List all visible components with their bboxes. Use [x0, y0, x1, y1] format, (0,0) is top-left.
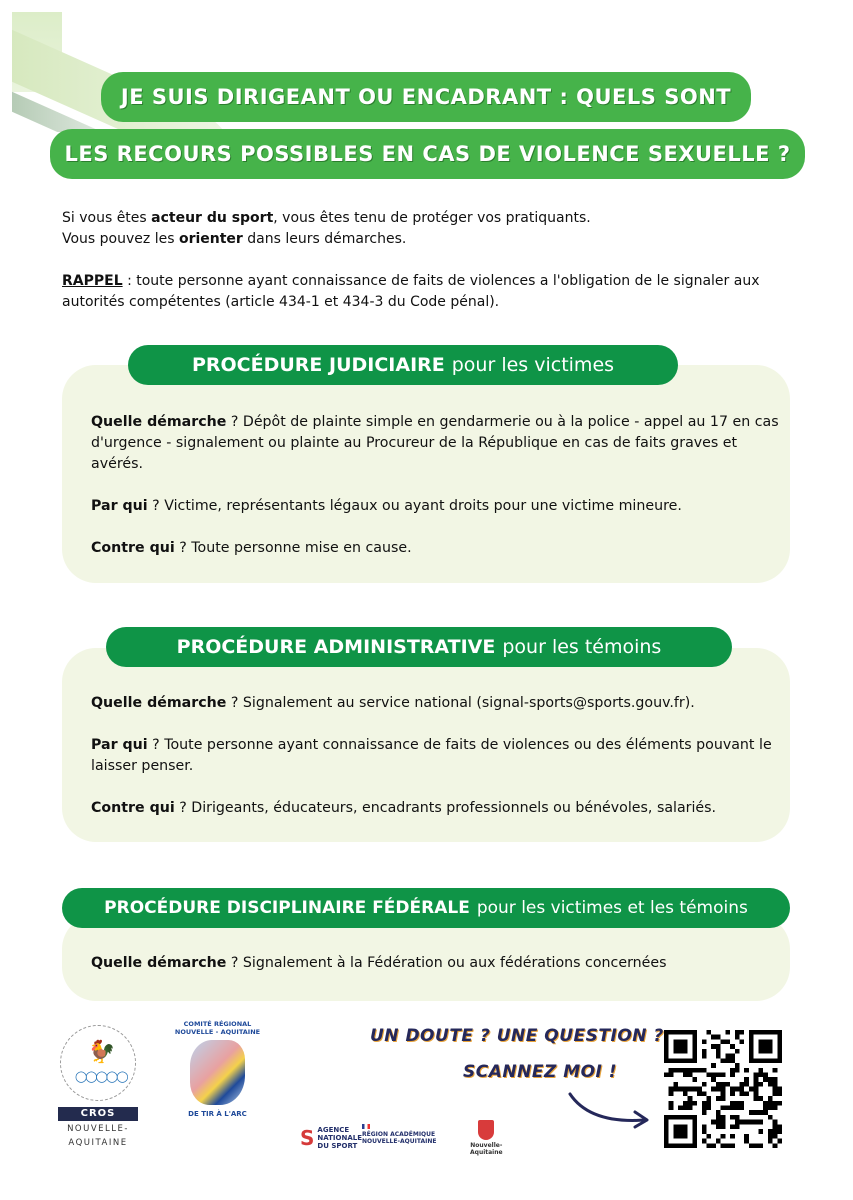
procedure-judiciaire-header	[128, 345, 678, 385]
qr-module	[768, 1106, 773, 1111]
procedure-disciplinaire-body	[91, 953, 781, 995]
qr-module	[716, 1035, 721, 1040]
intro-text-part: , vous êtes tenu de protéger vos pratiquants.	[273, 210, 591, 226]
header-bold: PROCÉDURE DISCIPLINAIRE FÉDÉRALE	[104, 898, 470, 918]
qr-module	[768, 1077, 773, 1082]
item-text: ? Victime, représentants légaux ou ayant droits pour une victime mineure.	[147, 498, 682, 514]
item-label: Contre qui	[91, 540, 175, 556]
qr-module	[725, 1106, 730, 1111]
qr-module	[763, 1072, 768, 1077]
qr-module	[744, 1082, 749, 1087]
procedure-disciplinaire-header	[62, 888, 790, 928]
nouvelle-aquitaine-logo	[470, 1120, 503, 1156]
qr-module	[702, 1139, 707, 1144]
item-text: ? Toute personne ayant connaissance de faits de violences ou des éléments pouvant le laisser penser.	[91, 737, 772, 774]
qr-module	[740, 1091, 745, 1096]
qr-module	[773, 1143, 778, 1148]
qr-module	[683, 1068, 688, 1073]
french-flag-icon	[362, 1124, 370, 1129]
qr-module	[749, 1143, 754, 1148]
title-line-1: JE SUIS DIRIGEANT OU ENCADRANT : QUELS SONT	[101, 72, 751, 122]
qr-module	[730, 1058, 735, 1063]
qr-module	[692, 1087, 697, 1092]
qr-module	[740, 1106, 745, 1111]
qr-module	[730, 1101, 735, 1106]
qr-module	[735, 1049, 740, 1054]
qr-module	[773, 1077, 778, 1082]
qr-module	[721, 1091, 726, 1096]
qr-module	[673, 1082, 678, 1087]
qr-module	[711, 1063, 716, 1068]
qr-module	[716, 1087, 721, 1092]
qr-module	[735, 1115, 740, 1120]
qr-module	[669, 1072, 674, 1077]
qr-module	[711, 1120, 716, 1125]
qr-module	[758, 1068, 763, 1073]
qr-module	[744, 1120, 749, 1125]
qr-module	[683, 1101, 688, 1106]
qr-module	[702, 1101, 707, 1106]
qr-module	[702, 1082, 707, 1087]
procedure-administrative-body	[91, 693, 781, 840]
qr-module	[768, 1129, 773, 1134]
qr-module	[669, 1091, 674, 1096]
qr-module	[730, 1072, 735, 1077]
qr-module	[669, 1068, 674, 1073]
qr-module	[754, 1072, 759, 1077]
header-rest: pour les victimes et les témoins	[476, 898, 748, 918]
qr-module	[706, 1106, 711, 1111]
procedure-judiciaire-body	[91, 412, 781, 580]
qr-module	[688, 1087, 693, 1092]
qr-module	[711, 1087, 716, 1092]
item-text: ? Signalement au service national (signal-sports@sports.gouv.fr).	[226, 695, 695, 711]
qr-module	[725, 1039, 730, 1044]
qr-module	[735, 1101, 740, 1106]
qr-module	[758, 1143, 763, 1148]
item-label: Par qui	[91, 737, 148, 753]
qr-module	[740, 1120, 745, 1125]
qr-module	[754, 1077, 759, 1082]
qr-module	[716, 1110, 721, 1115]
rooster-icon: 🐓	[88, 1040, 116, 1065]
qr-module	[706, 1072, 711, 1077]
list-item	[91, 953, 781, 974]
qr-module	[740, 1101, 745, 1106]
qr-module	[768, 1096, 773, 1101]
qr-module	[721, 1106, 726, 1111]
qr-module	[725, 1054, 730, 1059]
qr-module	[777, 1087, 782, 1092]
qr-module	[777, 1129, 782, 1134]
arc-logo-bottom-text: DE TIR À L'ARC	[188, 1110, 247, 1118]
qr-module	[773, 1124, 778, 1129]
list-item	[91, 693, 781, 714]
qr-module	[773, 1120, 778, 1125]
qr-module	[735, 1068, 740, 1073]
qr-module	[702, 1110, 707, 1115]
qr-module	[744, 1091, 749, 1096]
na-text-1: Nouvelle-	[470, 1142, 503, 1149]
intro-bold: orienter	[178, 231, 243, 247]
qr-module	[744, 1139, 749, 1144]
lion-shield-icon	[478, 1120, 494, 1140]
qr-module	[711, 1072, 716, 1077]
qr-module	[735, 1120, 740, 1125]
header-bold: PROCÉDURE JUDICIAIRE	[191, 354, 445, 376]
qr-module	[702, 1049, 707, 1054]
list-item	[91, 412, 781, 475]
qr-module	[716, 1054, 721, 1059]
qr-module	[664, 1072, 669, 1077]
qr-module	[697, 1087, 702, 1092]
qr-module	[716, 1115, 721, 1120]
qr-module	[702, 1124, 707, 1129]
qr-module	[683, 1072, 688, 1077]
qr-module	[773, 1129, 778, 1134]
qr-module	[725, 1143, 730, 1148]
cros-logo	[58, 1025, 138, 1150]
qr-module	[735, 1124, 740, 1129]
qr-module	[702, 1068, 707, 1073]
procedure-administrative-header	[106, 627, 732, 667]
qr-module	[721, 1096, 726, 1101]
qr-module	[702, 1106, 707, 1111]
title-line-2: LES RECOURS POSSIBLES EN CAS DE VIOLENCE SEXUELLE ?	[50, 129, 805, 179]
rac-text-2: NOUVELLE-AQUITAINE	[362, 1138, 437, 1145]
qr-module	[763, 1106, 768, 1111]
qr-module	[706, 1030, 711, 1035]
qr-module	[749, 1087, 754, 1092]
qr-module	[721, 1143, 726, 1148]
item-label: Quelle démarche	[91, 955, 227, 971]
agence-nationale-sport-logo	[300, 1126, 362, 1150]
intro-text	[62, 208, 802, 313]
qr-module	[744, 1068, 749, 1073]
qr-module	[758, 1110, 763, 1115]
qr-module	[763, 1101, 768, 1106]
qr-module	[730, 1124, 735, 1129]
qr-module	[754, 1143, 759, 1148]
qr-module	[754, 1096, 759, 1101]
qr-module	[730, 1054, 735, 1059]
qr-module	[730, 1068, 735, 1073]
qr-module	[716, 1072, 721, 1077]
qr-module	[735, 1030, 740, 1035]
qr-module	[773, 1082, 778, 1087]
qr-module	[768, 1134, 773, 1139]
intro-bold: acteur du sport	[151, 210, 274, 226]
qr-module	[730, 1044, 735, 1049]
ans-s-icon: S	[300, 1126, 315, 1150]
qr-module	[716, 1096, 721, 1101]
archery-committee-logo	[165, 1020, 270, 1120]
region-map-icon	[190, 1040, 245, 1105]
list-item	[91, 538, 781, 559]
qr-module	[721, 1124, 726, 1129]
qr-module	[697, 1091, 702, 1096]
qr-module	[777, 1091, 782, 1096]
qr-module	[725, 1058, 730, 1063]
qr-module	[773, 1101, 778, 1106]
qr-module	[758, 1096, 763, 1101]
qr-module	[678, 1106, 683, 1111]
qr-module	[669, 1101, 674, 1106]
qr-module	[688, 1106, 693, 1111]
qr-module	[721, 1082, 726, 1087]
cros-label: CROS	[58, 1107, 138, 1121]
qr-module	[768, 1139, 773, 1144]
qr-module	[683, 1106, 688, 1111]
qr-module	[692, 1077, 697, 1082]
qr-module	[749, 1120, 754, 1125]
cros-sub-2: AQUITAINE	[68, 1138, 128, 1148]
qr-module	[678, 1087, 683, 1092]
rappel-text: : toute personne ayant connaissance de faits de violences a l'obligation de le signaler aux autorités compétentes (article 434-1 et 434-3 du Code pénal).	[62, 273, 760, 310]
qr-module	[740, 1082, 745, 1087]
qr-module	[716, 1139, 721, 1144]
qr-module	[673, 1068, 678, 1073]
qr-module	[773, 1106, 778, 1111]
qr-module	[702, 1039, 707, 1044]
qr-module	[744, 1077, 749, 1082]
qr-module	[730, 1106, 735, 1111]
qr-module	[669, 1087, 674, 1092]
qr-module	[673, 1087, 678, 1092]
curved-arrow-icon	[565, 1090, 655, 1130]
qr-module	[730, 1087, 735, 1092]
qr-module	[721, 1058, 726, 1063]
qr-module	[758, 1129, 763, 1134]
qr-module	[688, 1101, 693, 1106]
header-rest: pour les témoins	[502, 636, 662, 658]
ans-text-3: DU SPORT	[317, 1142, 358, 1150]
qr-module	[730, 1091, 735, 1096]
qr-module	[688, 1072, 693, 1077]
qr-module	[773, 1068, 778, 1073]
item-text: ? Dirigeants, éducateurs, encadrants professionnels ou bénévoles, salariés.	[174, 800, 717, 816]
qr-module	[721, 1134, 726, 1139]
qr-module	[711, 1035, 716, 1040]
qr-module	[758, 1120, 763, 1125]
header-rest: pour les victimes	[451, 354, 615, 376]
intro-text-part: Vous pouvez les	[62, 231, 179, 247]
qr-module	[711, 1044, 716, 1049]
ans-text-1: AGENCE	[317, 1126, 350, 1134]
qr-module	[740, 1087, 745, 1092]
qr-module	[706, 1134, 711, 1139]
qr-module	[773, 1134, 778, 1139]
qr-module	[777, 1124, 782, 1129]
qr-module	[754, 1110, 759, 1115]
qr-module	[730, 1134, 735, 1139]
qr-module	[758, 1082, 763, 1087]
qr-module	[683, 1091, 688, 1096]
qr-module	[777, 1139, 782, 1144]
list-item	[91, 496, 781, 517]
qr-module	[711, 1077, 716, 1082]
olympic-rings-icon: ◯◯◯◯◯	[75, 1070, 127, 1083]
qr-module	[669, 1106, 674, 1111]
qr-code[interactable]	[663, 1030, 783, 1148]
qr-module	[721, 1039, 726, 1044]
qr-module	[773, 1091, 778, 1096]
qr-module	[697, 1068, 702, 1073]
qr-module	[702, 1129, 707, 1134]
item-label: Quelle démarche	[91, 414, 227, 430]
qr-module	[688, 1096, 693, 1101]
qr-module	[758, 1072, 763, 1077]
rac-text-1: RÉGION ACADÉMIQUE	[362, 1131, 436, 1138]
qr-module	[721, 1115, 726, 1120]
qr-module	[730, 1143, 735, 1148]
qr-module	[777, 1101, 782, 1106]
qr-module	[716, 1049, 721, 1054]
qr-module	[754, 1082, 759, 1087]
qr-module	[735, 1106, 740, 1111]
qr-module	[721, 1087, 726, 1092]
qr-module	[706, 1096, 711, 1101]
qr-module	[716, 1120, 721, 1125]
qr-module	[688, 1068, 693, 1073]
qr-module	[763, 1077, 768, 1082]
qr-module	[702, 1091, 707, 1096]
qr-module	[744, 1134, 749, 1139]
qr-module	[721, 1120, 726, 1125]
qr-module	[702, 1054, 707, 1059]
qr-module	[692, 1068, 697, 1073]
item-label: Par qui	[91, 498, 148, 514]
qr-module	[706, 1101, 711, 1106]
qr-module	[768, 1101, 773, 1106]
qr-module	[773, 1087, 778, 1092]
qr-module	[692, 1101, 697, 1106]
qr-module	[768, 1082, 773, 1087]
qr-module	[735, 1063, 740, 1068]
arc-logo-top-text: COMITÉ RÉGIONAL NOUVELLE - AQUITAINE	[174, 1020, 261, 1036]
na-text-2: Aquitaine	[470, 1149, 503, 1156]
header-bold: PROCÉDURE ADMINISTRATIVE	[176, 636, 496, 658]
item-text: ? Dépôt de plainte simple en gendarmerie ou à la police - appel au 17 en cas d'urgence - signalement ou plainte au Procureur de la République en cas de faits graves et avérés.	[91, 414, 779, 472]
qr-module	[763, 1110, 768, 1115]
qr-module	[706, 1143, 711, 1148]
ans-text-2: NATIONALE	[317, 1134, 362, 1142]
qr-module	[678, 1068, 683, 1073]
item-label: Contre qui	[91, 800, 175, 816]
intro-text-part: Si vous êtes	[62, 210, 152, 226]
item-text: ? Toute personne mise en cause.	[174, 540, 412, 556]
item-label: Quelle démarche	[91, 695, 227, 711]
qr-module	[725, 1082, 730, 1087]
qr-module	[754, 1091, 759, 1096]
qr-module	[716, 1044, 721, 1049]
qr-module	[740, 1030, 745, 1035]
qr-module	[730, 1115, 735, 1120]
cnosf-emblem	[60, 1025, 136, 1101]
intro-text-part: dans leurs démarches.	[242, 231, 407, 247]
qr-module	[768, 1115, 773, 1120]
qr-module	[721, 1072, 726, 1077]
qr-module	[754, 1087, 759, 1092]
qr-module	[683, 1087, 688, 1092]
item-text: ? Signalement à la Fédération ou aux fédérations concernées	[226, 955, 667, 971]
rappel-label: RAPPEL	[62, 273, 123, 289]
qr-prompt-line-1: UN DOUTE ? UNE QUESTION ?	[370, 1026, 664, 1046]
qr-module	[735, 1087, 740, 1092]
qr-module	[749, 1110, 754, 1115]
qr-prompt-line-2: SCANNEZ MOI !	[463, 1062, 618, 1082]
list-item	[91, 798, 781, 819]
qr-module	[740, 1039, 745, 1044]
qr-module	[735, 1035, 740, 1040]
qr-module	[754, 1120, 759, 1125]
region-academique-logo	[362, 1124, 436, 1145]
list-item	[91, 735, 781, 777]
qr-module	[716, 1082, 721, 1087]
qr-module	[716, 1124, 721, 1129]
qr-module	[725, 1030, 730, 1035]
qr-module	[711, 1143, 716, 1148]
cros-sub-1: NOUVELLE-	[67, 1124, 129, 1134]
